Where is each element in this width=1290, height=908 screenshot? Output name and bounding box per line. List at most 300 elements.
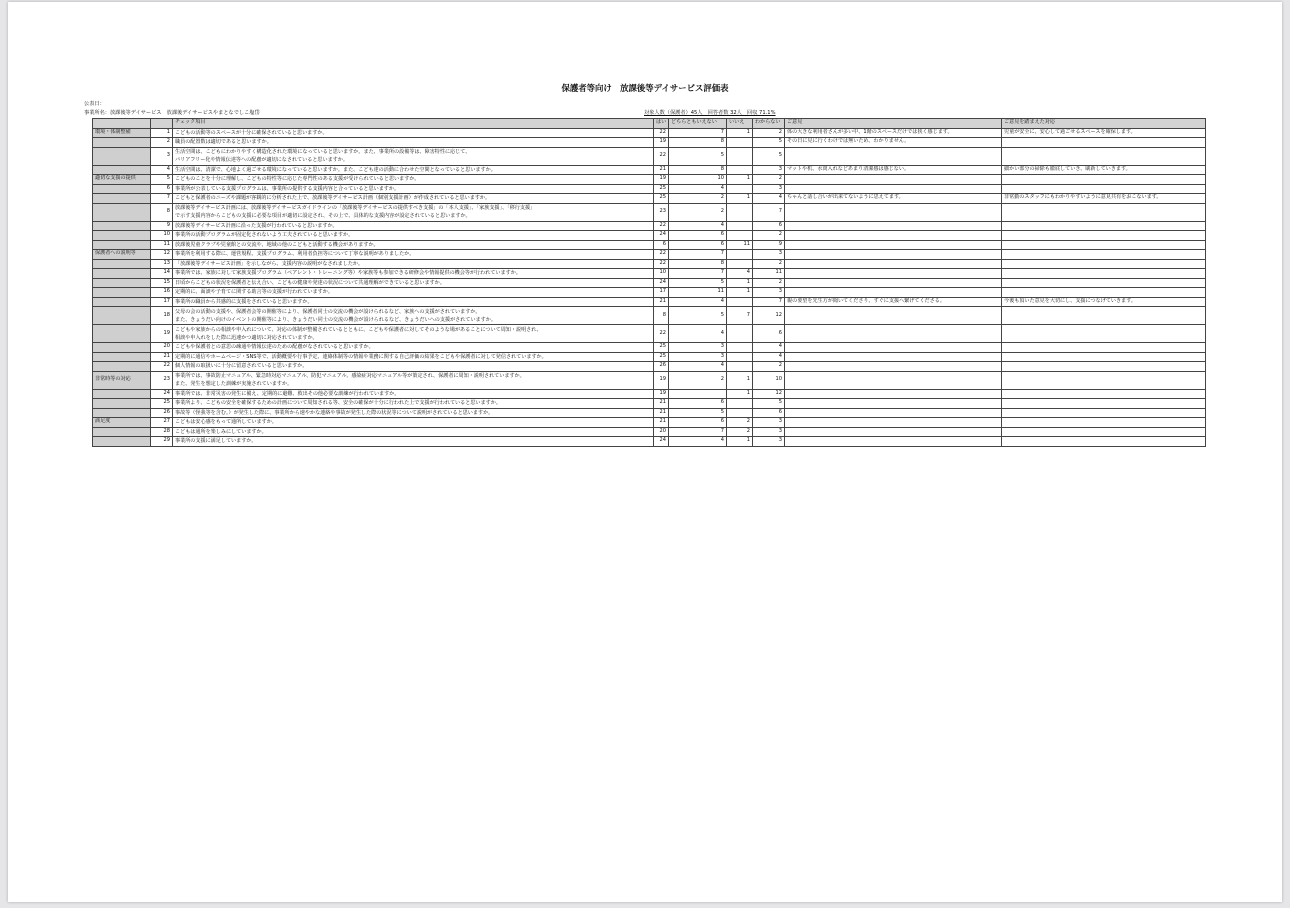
check-item-text: 事業所では、非常災害の発生に備え、定期的に避難、救出その他必要な訓練が行われていますか。: [175, 390, 400, 397]
check-item-text: こどもや家族からの相談や申入れについて、対応の体制が整備されているとともに、こどもや保護者に対してそのような場があることについて周知・説明され、: [175, 326, 542, 333]
opinion-cell: [785, 250, 1002, 260]
unknown-count: 4: [753, 343, 785, 353]
opinion-cell: [785, 240, 1002, 250]
opinion-cell: [785, 389, 1002, 399]
check-item-text: 事業所が公表している支援プログラムは、事業所の提供する支援内容と合っていると思いますか。: [175, 185, 400, 192]
check-item-cell: [173, 371, 654, 389]
yes-count: 19: [654, 138, 669, 148]
opinion-cell: [785, 437, 1002, 447]
response-cell: [1002, 240, 1206, 250]
response-cell: [1002, 418, 1206, 428]
neutral-count: 6: [669, 240, 727, 250]
opinion-cell: [785, 343, 1002, 353]
item-number: 17: [151, 297, 173, 307]
evaluation-table: [92, 118, 1206, 447]
opinion-cell: その日に見に行くわけでは無いため、わかりません。: [785, 138, 1002, 148]
no-count: 1: [727, 128, 753, 138]
neutral-count: 6: [669, 418, 727, 428]
check-item-cell: [173, 418, 654, 428]
header-opinion: ご意見: [785, 119, 1002, 129]
opinion-cell: [785, 307, 1002, 325]
yes-count: 8: [654, 307, 669, 325]
check-item-text: 事業所を利用する際に、運営規程、支援プログラム、利用者負担等について丁寧な説明がありましたか。: [175, 251, 415, 258]
unknown-count: 2: [753, 231, 785, 241]
office-name: 事業所名：放課後等デイサービス 放課後デイサービスやまとなでしこ塩岱: [84, 110, 260, 116]
item-number: 2: [151, 138, 173, 148]
header-unknown: わからない: [753, 119, 785, 129]
check-item-cell: [173, 269, 654, 279]
yes-count: 26: [654, 362, 669, 372]
response-cell: [1002, 203, 1206, 221]
no-count: 2: [727, 427, 753, 437]
check-item-cell: [173, 427, 654, 437]
unknown-count: 4: [753, 352, 785, 362]
category-cell: [93, 184, 151, 194]
table-row: [93, 297, 1206, 307]
response-cell: [1002, 352, 1206, 362]
item-number: 14: [151, 269, 173, 279]
response-cell: 児童が安全に、安心して過ごせるスペースを確保します。: [1002, 128, 1206, 138]
check-item-cell: [173, 297, 654, 307]
yes-count: 22: [654, 128, 669, 138]
neutral-count: 6: [669, 231, 727, 241]
yes-count: 24: [654, 231, 669, 241]
table-row: [93, 371, 1206, 389]
check-item-text: バリアフリー化や情報伝達等への配慮が適切になされていると思いますか。: [175, 157, 348, 163]
response-cell: [1002, 175, 1206, 185]
category-cell: 環境・体制整備: [93, 128, 151, 138]
category-cell: [93, 194, 151, 204]
opinion-cell: [785, 269, 1002, 279]
yes-count: 22: [654, 147, 669, 165]
response-stats: 対象人数（保護者）45人 回答者数 32人 回収 71.1%: [644, 110, 776, 116]
opinion-cell: [785, 408, 1002, 418]
response-cell: 細かい部分の掃除も徹底していき、刷新していきます。: [1002, 165, 1206, 175]
yes-count: 19: [654, 371, 669, 389]
category-cell: [93, 399, 151, 409]
item-number: 26: [151, 408, 173, 418]
table-row: [93, 138, 1206, 148]
check-item-text: 生活空間は、こどもにわかりやすく構造化された環境になっていると思いますか。また、事業所の設備等は、障害特性に応じて、: [175, 149, 471, 155]
category-cell: [93, 325, 151, 343]
neutral-count: 8: [669, 259, 727, 269]
check-item-cell: [173, 240, 654, 250]
item-number: 8: [151, 203, 173, 221]
no-count: [727, 297, 753, 307]
category-cell: [93, 362, 151, 372]
item-number: 12: [151, 250, 173, 260]
no-count: [727, 250, 753, 260]
check-item-text: こどもや保護者との意思の疎通や情報伝達のための配慮がなされていると思いますか。: [175, 344, 374, 351]
neutral-count: 5: [669, 307, 727, 325]
unknown-count: 2: [753, 362, 785, 372]
table-row: [93, 325, 1206, 343]
yes-count: 6: [654, 240, 669, 250]
check-item-text: こどもは安心感をもって通所していますか。: [175, 419, 277, 426]
evaluation-sheet: [84, 82, 1206, 447]
no-count: 1: [727, 278, 753, 288]
published-date-line: [84, 100, 1206, 109]
yes-count: 10: [654, 269, 669, 279]
response-cell: [1002, 288, 1206, 298]
opinion-cell: [785, 278, 1002, 288]
yes-count: 21: [654, 297, 669, 307]
neutral-count: 7: [669, 427, 727, 437]
response-cell: [1002, 437, 1206, 447]
no-count: [727, 184, 753, 194]
unknown-count: 9: [753, 240, 785, 250]
check-item-text: こどもは通所を楽しみにしていますか。: [175, 428, 267, 435]
item-number: 27: [151, 418, 173, 428]
neutral-count: 7: [669, 269, 727, 279]
no-count: 1: [727, 437, 753, 447]
neutral-count: 8: [669, 138, 727, 148]
category-cell: [93, 165, 151, 175]
neutral-count: 7: [669, 250, 727, 260]
category-cell: 適切な支援の提供: [93, 175, 151, 185]
table-row: [93, 307, 1206, 325]
opinion-cell: マットや机、水筒入れなどあまり清潔感は感じない。: [785, 165, 1002, 175]
unknown-count: 12: [753, 389, 785, 399]
unknown-count: 3: [753, 427, 785, 437]
check-item-cell: [173, 399, 654, 409]
table-row: [93, 362, 1206, 372]
neutral-count: 4: [669, 437, 727, 447]
response-cell: 非常勤のスタッフにもわかりやすいように意見共有をおこないます。: [1002, 194, 1206, 204]
unknown-count: 3: [753, 250, 785, 260]
item-number: 1: [151, 128, 173, 138]
check-item-text: 相談や申入れをした際に迅速かつ適切に対応されていますか。: [175, 334, 318, 341]
no-count: 11: [727, 240, 753, 250]
unknown-count: 6: [753, 221, 785, 231]
check-item-cell: [173, 194, 654, 204]
category-cell: [93, 352, 151, 362]
no-count: 1: [727, 288, 753, 298]
check-item-text: 個人情報の取扱いに十分に留意されていると思いますか。: [175, 363, 308, 370]
category-cell: 満足度: [93, 418, 151, 428]
table-row: [93, 418, 1206, 428]
opinion-cell: [785, 325, 1002, 343]
header-check-item: チェック項目: [173, 119, 654, 129]
category-cell: [93, 343, 151, 353]
no-count: 1: [727, 389, 753, 399]
check-item-text: また、発生を想定した訓練が実施されていますか。: [175, 381, 293, 387]
response-cell: [1002, 184, 1206, 194]
opinion-cell: ちゃんと話し合いが出来てないように思えてます。: [785, 194, 1002, 204]
check-item-cell: [173, 389, 654, 399]
category-cell: [93, 221, 151, 231]
neutral-count: 2: [669, 194, 727, 204]
header-no: いいえ: [727, 119, 753, 129]
unknown-count: 7: [753, 297, 785, 307]
response-cell: [1002, 231, 1206, 241]
check-item-cell: [173, 408, 654, 418]
category-cell: [93, 307, 151, 325]
check-item-text: で示す支援内容からこどもの支援に必要な項目が適切に設定され、その上で、具体的な支援内容が設定されていると思いますか。: [175, 213, 471, 219]
yes-count: 22: [654, 259, 669, 269]
yes-count: 25: [654, 184, 669, 194]
unknown-count: 3: [753, 184, 785, 194]
published-label: 公表日：: [84, 101, 105, 107]
item-number: 9: [151, 221, 173, 231]
neutral-count: 4: [669, 362, 727, 372]
item-number: 21: [151, 352, 173, 362]
table-row: [93, 128, 1206, 138]
neutral-count: 4: [669, 221, 727, 231]
header-neutral: どちらともいえない: [669, 119, 727, 129]
unknown-count: 11: [753, 269, 785, 279]
check-item-cell: [173, 175, 654, 185]
response-cell: [1002, 408, 1206, 418]
yes-count: 25: [654, 343, 669, 353]
check-item-cell: [173, 128, 654, 138]
check-item-cell: [173, 184, 654, 194]
table-row: [93, 147, 1206, 165]
opinion-cell: [785, 231, 1002, 241]
page-title: 保護者等向け 放課後等デイサービス評価表: [561, 83, 729, 93]
no-count: [727, 352, 753, 362]
unknown-count: 3: [753, 165, 785, 175]
table-row: [93, 389, 1206, 399]
opinion-cell: [785, 427, 1002, 437]
no-count: [727, 408, 753, 418]
header-yes: はい: [654, 119, 669, 129]
item-number: 20: [151, 343, 173, 353]
table-row: [93, 352, 1206, 362]
opinion-cell: [785, 184, 1002, 194]
no-count: [727, 231, 753, 241]
check-item-text: 日頃からこどもの状況を保護者と伝え合い、こどもの健康や発達の状況について共通理解ができていると思いますか。: [175, 279, 445, 286]
response-cell: [1002, 399, 1206, 409]
check-item-text: こどもと保護者のニーズや課題が客観的に分析された上で、放課後等デイサービス計画（個別支援計画）が作成されていると思いますか。: [175, 195, 491, 202]
item-number: 13: [151, 259, 173, 269]
yes-count: 22: [654, 325, 669, 343]
check-item-text: 事業所の活動プログラムが固定化されないよう工夫されていると思いますか。: [175, 232, 354, 239]
check-item-cell: [173, 288, 654, 298]
check-item-text: 生活空間は、清潔で、心地よく過ごせる環境になっていると思いますか。また、こども達の活動に合わせた空間となっていると思いますか。: [175, 166, 496, 173]
neutral-count: 4: [669, 184, 727, 194]
check-item-cell: [173, 147, 654, 165]
check-item-cell: [173, 250, 654, 260]
no-count: 2: [727, 418, 753, 428]
check-item-text: 放課後等デイサービス計画に沿った支援が行われていると思いますか。: [175, 222, 338, 229]
yes-count: 17: [654, 288, 669, 298]
check-item-text: 「放課後等デイサービス計画」を示しながら、支援内容の説明がなされましたか。: [175, 260, 364, 267]
yes-count: 20: [654, 427, 669, 437]
header-number: [151, 119, 173, 129]
response-cell: [1002, 269, 1206, 279]
no-count: [727, 138, 753, 148]
category-cell: [93, 288, 151, 298]
opinion-cell: [785, 399, 1002, 409]
opinion-cell: 親の要望を先生方が聞いてくださり、すぐに支援へ繋げてくださる。: [785, 297, 1002, 307]
unknown-count: 4: [753, 194, 785, 204]
no-count: 4: [727, 269, 753, 279]
table-row: [93, 259, 1206, 269]
check-item-cell: [173, 325, 654, 343]
check-item-cell: [173, 343, 654, 353]
neutral-count: 2: [669, 371, 727, 389]
check-item-text: 職員の配置数は適切であると思いますか。: [175, 139, 272, 146]
unknown-count: 5: [753, 399, 785, 409]
no-count: [727, 362, 753, 372]
item-number: 24: [151, 389, 173, 399]
item-number: 3: [151, 147, 173, 165]
yes-count: 25: [654, 352, 669, 362]
opinion-cell: [785, 175, 1002, 185]
opinion-cell: [785, 203, 1002, 221]
no-count: 1: [727, 371, 753, 389]
yes-count: 24: [654, 437, 669, 447]
neutral-count: 7: [669, 128, 727, 138]
yes-count: 24: [654, 278, 669, 288]
no-count: [727, 259, 753, 269]
no-count: [727, 147, 753, 165]
check-item-text: こどもの活動等のスペースが十分に確保されていると思いますか。: [175, 129, 328, 136]
yes-count: 23: [654, 203, 669, 221]
table-row: [93, 240, 1206, 250]
header-category: [93, 119, 151, 129]
yes-count: 25: [654, 194, 669, 204]
check-item-text: 事業所より、こどもの安全を確保するための計画について周知される等、安全の確保が十分に行われた上で支援が行われていると思いますか。: [175, 400, 501, 407]
check-item-cell: [173, 165, 654, 175]
check-item-text: 定期的に、面談や子育てに関する助言等の支援が行われていますか。: [175, 289, 333, 296]
item-number: 5: [151, 175, 173, 185]
opinion-cell: [785, 418, 1002, 428]
check-item-text: 事業所では、家族に対して家族支援プログラム（ペアレント・トレーニング等）や家族等も参加できる研修会や情報提供の機会等が行われていますか。: [175, 270, 521, 277]
item-number: 18: [151, 307, 173, 325]
response-cell: [1002, 343, 1206, 353]
category-cell: [93, 231, 151, 241]
opinion-cell: 体の大きな利用者さんが多い中、1階のスペースだけでは狭く感じます。: [785, 128, 1002, 138]
header-response: ご意見を踏まえた対応: [1002, 119, 1206, 129]
opinion-cell: [785, 362, 1002, 372]
item-number: 25: [151, 399, 173, 409]
unknown-count: 10: [753, 371, 785, 389]
category-cell: [93, 427, 151, 437]
check-item-text: 定期的に通信やホームページ・SNS等で、活動概要や行事予定、連絡体制等の情報や業務に関する自己評価の結果をこどもや保護者に対して発信されていますか。: [175, 353, 547, 360]
neutral-count: 4: [669, 297, 727, 307]
table-row: [93, 408, 1206, 418]
item-number: 7: [151, 194, 173, 204]
category-cell: [93, 147, 151, 165]
category-cell: [93, 203, 151, 221]
check-item-cell: [173, 307, 654, 325]
category-cell: [93, 259, 151, 269]
response-cell: [1002, 325, 1206, 343]
unknown-count: 2: [753, 128, 785, 138]
neutral-count: 3: [669, 343, 727, 353]
item-number: 15: [151, 278, 173, 288]
unknown-count: 12: [753, 307, 785, 325]
check-item-text: 事故等（怪我等を含む。）が発生した際に、事業所から速やかな連絡や事故が発生した際の状況等について説明がされていると思いますか。: [175, 409, 494, 416]
neutral-count: 3: [669, 352, 727, 362]
item-number: 23: [151, 371, 173, 389]
yes-count: 21: [654, 418, 669, 428]
check-item-text: 父母の会の活動の支援や、保護者会等の開催等により、保護者同士の交流の機会が設けられるなど、家族への支援がされていますか。: [175, 308, 481, 315]
response-cell: 今後も頂いた意見を大切にし、支援につなげていきます。: [1002, 297, 1206, 307]
check-item-cell: [173, 221, 654, 231]
category-cell: 非常時等の対応: [93, 371, 151, 389]
neutral-count: 10: [669, 175, 727, 185]
table-row: [93, 269, 1206, 279]
table-row: [93, 184, 1206, 194]
no-count: [727, 343, 753, 353]
no-count: [727, 203, 753, 221]
category-cell: 保護者への説明等: [93, 250, 151, 260]
no-count: 7: [727, 307, 753, 325]
item-number: 10: [151, 231, 173, 241]
check-item-text: また、きょうだい向けのイベントの開催等により、きょうだい同士の交流の機会が設けられるなど、きょうだいへの支援がされていますか。: [175, 316, 496, 323]
response-cell: [1002, 138, 1206, 148]
yes-count: 22: [654, 250, 669, 260]
neutral-count: 8: [669, 165, 727, 175]
item-number: 4: [151, 165, 173, 175]
category-cell: [93, 269, 151, 279]
table-row: [93, 203, 1206, 221]
item-number: 22: [151, 362, 173, 372]
unknown-count: 7: [753, 203, 785, 221]
check-item-text: 事業所の支援に満足していますか。: [175, 438, 257, 445]
yes-count: 21: [654, 165, 669, 175]
yes-count: 21: [654, 408, 669, 418]
table-row: [93, 278, 1206, 288]
unknown-count: 3: [753, 288, 785, 298]
opinion-cell: [785, 221, 1002, 231]
table-row: [93, 175, 1206, 185]
response-cell: [1002, 250, 1206, 260]
opinion-cell: [785, 288, 1002, 298]
neutral-count: 11: [669, 288, 727, 298]
no-count: 1: [727, 175, 753, 185]
unknown-count: 2: [753, 259, 785, 269]
category-cell: [93, 240, 151, 250]
table-row: [93, 194, 1206, 204]
office-line: [84, 109, 1206, 118]
response-cell: [1002, 307, 1206, 325]
unknown-count: 3: [753, 418, 785, 428]
response-cell: [1002, 278, 1206, 288]
response-cell: [1002, 389, 1206, 399]
table-row: [93, 427, 1206, 437]
table-row: [93, 165, 1206, 175]
check-item-text: 事業所の職員から共感的に支援をされていると思いますか。: [175, 298, 313, 305]
yes-count: 21: [654, 399, 669, 409]
response-cell: [1002, 427, 1206, 437]
neutral-count: 4: [669, 325, 727, 343]
unknown-count: 5: [753, 147, 785, 165]
check-item-text: 放課後等デイサービス計画には、放課後等デイサービスガイドラインの「放課後等デイサービスの提供すべき支援」の「本人支援」、「家族支援」、「移行支援」: [175, 205, 536, 211]
category-cell: [93, 437, 151, 447]
table-row: [93, 437, 1206, 447]
check-item-cell: [173, 278, 654, 288]
opinion-cell: [785, 371, 1002, 389]
check-item-cell: [173, 362, 654, 372]
response-cell: [1002, 371, 1206, 389]
check-item-cell: [173, 203, 654, 221]
table-row: [93, 250, 1206, 260]
category-cell: [93, 297, 151, 307]
category-cell: [93, 389, 151, 399]
unknown-count: 5: [753, 138, 785, 148]
check-item-cell: [173, 437, 654, 447]
check-item-cell: [173, 138, 654, 148]
no-count: [727, 325, 753, 343]
item-number: 28: [151, 427, 173, 437]
item-number: 6: [151, 184, 173, 194]
opinion-cell: [785, 259, 1002, 269]
table-row: [93, 343, 1206, 353]
